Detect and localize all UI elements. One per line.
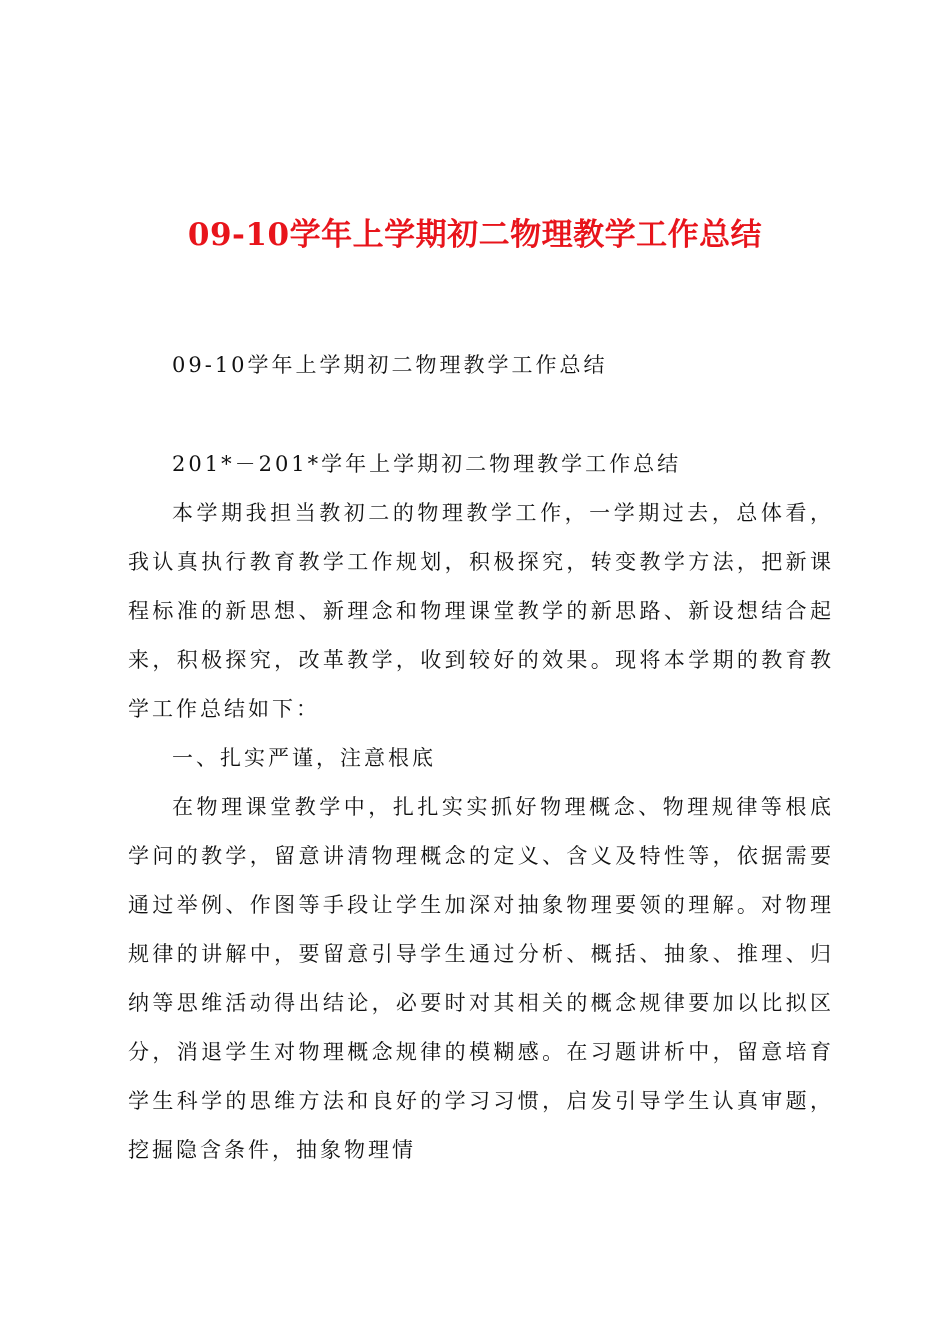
document-title: 09-10学年上学期初二物理教学工作总结 [187,217,763,253]
section-heading: 一、扎实严谨，注意根底 [172,746,436,770]
heading-paragraph: 201*－201*学年上学期初二物理教学工作总结 [172,452,682,476]
document-subtitle: 09-10学年上学期初二物理教学工作总结 [172,353,608,377]
intro-paragraph: 本学期我担当教初二的物理教学工作，一学期过去，总体看，我认真执行教育教学工作规划，积极探究，转变教学方法，把新课程标准的新思想、新理念和物理课堂教学的新思路、新设想结合起来，积极探究，改革教学，收到较好的效果。现将本学期的教育教学工作总结如下： [128,501,834,721]
document-body [128,440,834,1175]
body-paragraph: 在物理课堂教学中，扎扎实实抓好物理概念、物理规律等根底学问的教学，留意讲清物理概念的定义、含义及特性等，依据需要通过举例、作图等手段让学生加深对抽象物理要领的理解。对物理规律的讲解中，要留意引导学生通过分析、概括、抽象、推理、归纳等思维活动得出结论，必要时对其相关的概念规律要加以比拟区分，消退学生对物理概念规律的模糊感。在习题讲析中，留意培育学生科学的思维方法和良好的学习习惯，启发引导学生认真审题，挖掘隐含条件，抽象物理情 [128,795,834,1162]
